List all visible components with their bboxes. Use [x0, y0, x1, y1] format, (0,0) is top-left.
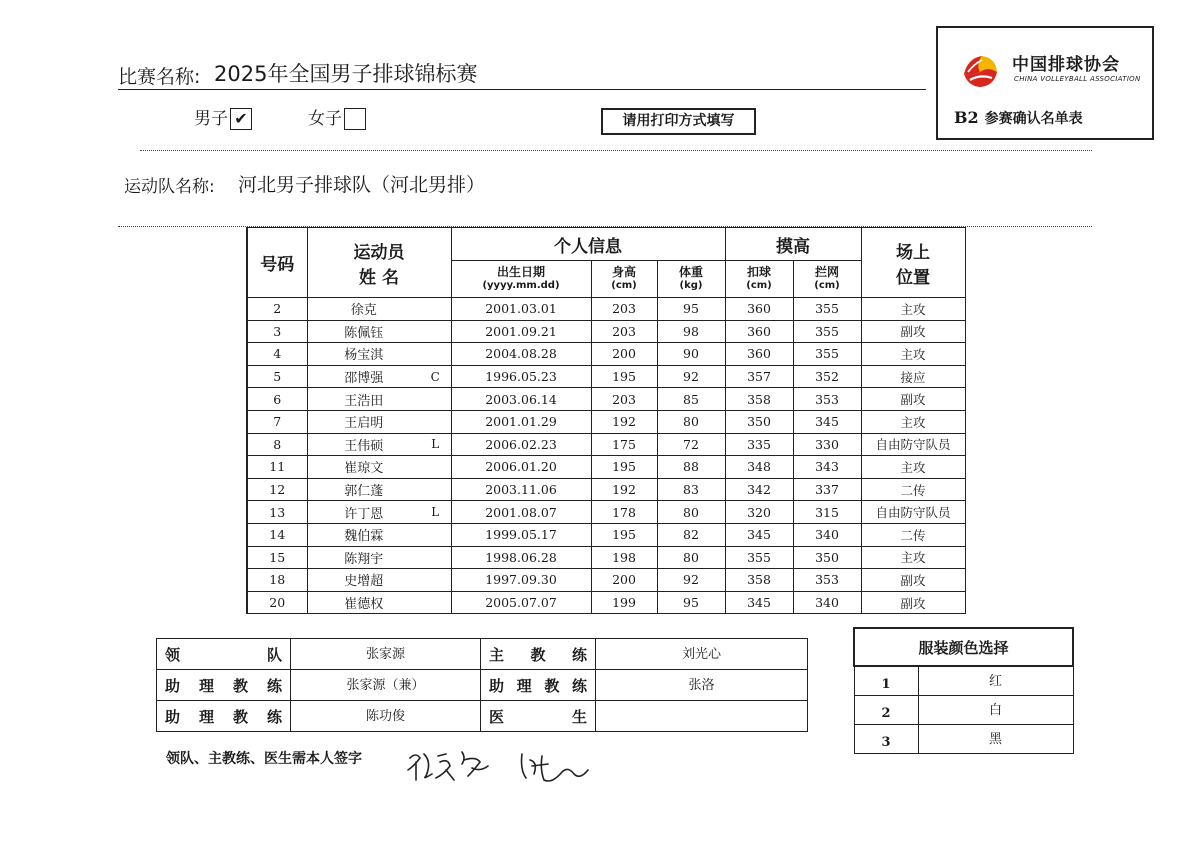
height-cell[interactable]: 192 [591, 410, 657, 433]
header-reach: 摸高 [725, 228, 861, 261]
header-spike-unit: (cm) [746, 280, 772, 291]
team-name[interactable]: 河北男子排球队（河北男排） [238, 174, 486, 196]
roster-row [247, 546, 965, 569]
block-reach-cell[interactable]: 340 [793, 591, 861, 614]
birth-cell[interactable]: 2006.02.23 [451, 433, 591, 456]
weight-cell[interactable]: 80 [657, 546, 725, 569]
number-cell[interactable]: 5 [247, 365, 307, 388]
birth-cell[interactable]: 2005.07.07 [451, 591, 591, 614]
block-reach-cell[interactable]: 337 [793, 478, 861, 501]
number-cell[interactable]: 7 [247, 410, 307, 433]
roster-row [247, 320, 965, 343]
spike-reach-cell[interactable]: 360 [725, 320, 793, 343]
roster-row [247, 388, 965, 411]
role-tag-cell[interactable] [420, 591, 451, 614]
spike-reach-cell[interactable]: 345 [725, 591, 793, 614]
role-tag-cell[interactable] [420, 546, 451, 569]
height-cell[interactable]: 200 [591, 343, 657, 366]
weight-cell[interactable]: 92 [657, 569, 725, 592]
name-cell[interactable]: 杨宝淇 [307, 343, 420, 366]
assistant-coach-label-3: 助理教练 [157, 701, 291, 732]
height-cell[interactable]: 192 [591, 478, 657, 501]
header-height [591, 261, 657, 298]
header-block-label: 拦网 [814, 265, 839, 279]
staff-table [156, 638, 808, 732]
spike-reach-cell[interactable]: 355 [725, 546, 793, 569]
roster-row [247, 410, 965, 433]
name-cell[interactable]: 陈佩钰 [307, 320, 420, 343]
uniform-row [854, 695, 1073, 724]
number-cell[interactable]: 6 [247, 388, 307, 411]
female-checkbox[interactable] [344, 108, 366, 130]
number-cell[interactable]: 15 [247, 546, 307, 569]
assistant-coach-value-1[interactable]: 张家源（兼） [291, 670, 481, 701]
number-cell[interactable]: 14 [247, 523, 307, 546]
name-cell[interactable]: 许丁恩 [307, 501, 420, 524]
spike-reach-cell[interactable]: 335 [725, 433, 793, 456]
uniform-option-color[interactable]: 白 [918, 695, 1073, 724]
spike-reach-cell[interactable]: 358 [725, 388, 793, 411]
name-cell[interactable]: 魏伯霖 [307, 523, 420, 546]
head-coach-value[interactable]: 刘光心 [596, 639, 808, 670]
weight-cell[interactable]: 72 [657, 433, 725, 456]
name-cell[interactable]: 王浩田 [307, 388, 420, 411]
position-cell[interactable]: 二传 [861, 478, 965, 501]
print-notice: 请用打印方式填写 [601, 108, 756, 135]
volleyball-emblem-icon [960, 50, 1000, 90]
role-tag-cell[interactable]: C [420, 365, 451, 388]
roster-row [247, 298, 965, 321]
header-weight [657, 261, 725, 298]
leader-value[interactable]: 张家源 [291, 639, 481, 670]
birth-cell[interactable]: 1997.09.30 [451, 569, 591, 592]
weight-cell[interactable]: 80 [657, 501, 725, 524]
association-name-cn: 中国排球协会 [1012, 55, 1120, 75]
position-cell[interactable]: 自由防守队员 [861, 433, 965, 456]
assistant-coach-value-3[interactable]: 陈功俊 [291, 701, 481, 732]
competition-name[interactable]: 2025年全国男子排球锦标赛 [214, 62, 478, 86]
assistant-coach-value-2[interactable]: 张洛 [596, 670, 808, 701]
roster-row [247, 433, 965, 456]
block-reach-cell[interactable]: 353 [793, 388, 861, 411]
assistant-coach-label-1: 助理教练 [157, 670, 291, 701]
name-cell[interactable]: 陈翔宇 [307, 546, 420, 569]
birth-cell[interactable]: 1999.05.17 [451, 523, 591, 546]
position-cell[interactable]: 副攻 [861, 320, 965, 343]
header-weight-label: 体重 [678, 265, 703, 279]
uniform-body [854, 666, 1073, 753]
role-tag-cell[interactable] [420, 343, 451, 366]
spike-reach-cell[interactable]: 348 [725, 456, 793, 479]
birth-cell[interactable]: 2006.01.20 [451, 456, 591, 479]
roster-row [247, 591, 965, 614]
uniform-row [854, 666, 1073, 695]
spike-reach-cell[interactable]: 345 [725, 523, 793, 546]
spike-reach-cell[interactable]: 360 [725, 298, 793, 321]
number-cell[interactable]: 4 [247, 343, 307, 366]
position-cell[interactable]: 主攻 [861, 410, 965, 433]
block-reach-cell[interactable]: 350 [793, 546, 861, 569]
block-reach-cell[interactable]: 355 [793, 320, 861, 343]
head-coach-label: 主教练 [481, 639, 596, 670]
number-cell[interactable]: 11 [247, 456, 307, 479]
number-cell[interactable]: 2 [247, 298, 307, 321]
roster-row [247, 365, 965, 388]
position-cell[interactable]: 接应 [861, 365, 965, 388]
spike-reach-cell[interactable]: 350 [725, 410, 793, 433]
uniform-option-color[interactable]: 黑 [918, 724, 1073, 753]
name-cell[interactable]: 徐克 [307, 298, 420, 321]
assistant-coach-label-2: 助理教练 [481, 670, 596, 701]
role-tag-cell[interactable] [420, 569, 451, 592]
male-option[interactable] [194, 104, 252, 130]
position-cell[interactable]: 副攻 [861, 591, 965, 614]
birth-cell[interactable]: 2001.09.21 [451, 320, 591, 343]
position-cell[interactable]: 二传 [861, 523, 965, 546]
roster-row [247, 456, 965, 479]
header-birth [451, 261, 591, 298]
form-title [954, 108, 1083, 128]
uniform-option-number[interactable]: 1 [854, 666, 918, 695]
birth-cell[interactable]: 2001.03.01 [451, 298, 591, 321]
height-cell[interactable]: 203 [591, 298, 657, 321]
block-reach-cell[interactable]: 340 [793, 523, 861, 546]
form-title-text: 参赛确认名单表 [984, 111, 1083, 127]
birth-cell[interactable]: 2001.01.29 [451, 410, 591, 433]
header-athlete-line1: 运动员 [353, 242, 405, 263]
spike-reach-cell[interactable]: 320 [725, 501, 793, 524]
number-cell[interactable]: 8 [247, 433, 307, 456]
header-weight-unit: (kg) [679, 280, 703, 291]
name-cell[interactable]: 邵博强 [307, 365, 420, 388]
block-reach-cell[interactable]: 345 [793, 410, 861, 433]
header-position-line1: 场上 [896, 242, 930, 263]
dotted-divider-top [140, 150, 1092, 151]
position-cell[interactable]: 主攻 [861, 298, 965, 321]
name-cell[interactable]: 王启明 [307, 410, 420, 433]
role-tag-cell[interactable] [420, 298, 451, 321]
block-reach-cell[interactable]: 343 [793, 456, 861, 479]
height-cell[interactable]: 198 [591, 546, 657, 569]
header-birth-label: 出生日期 [496, 265, 545, 279]
header-birth-format: (yyyy.mm.dd) [482, 280, 560, 291]
height-cell[interactable]: 199 [591, 591, 657, 614]
header-position [861, 228, 965, 298]
doctor-value[interactable] [596, 701, 808, 732]
height-cell[interactable]: 203 [591, 388, 657, 411]
uniform-color-table [853, 627, 1074, 754]
height-cell[interactable]: 178 [591, 501, 657, 524]
doctor-label: 医生 [481, 701, 596, 732]
height-cell[interactable]: 195 [591, 523, 657, 546]
weight-cell[interactable]: 90 [657, 343, 725, 366]
header-block-unit: (cm) [814, 280, 840, 291]
weight-cell[interactable]: 88 [657, 456, 725, 479]
roster-row [247, 343, 965, 366]
header-height-unit: (cm) [611, 280, 637, 291]
male-checkbox[interactable]: ✔ [230, 108, 252, 130]
weight-cell[interactable]: 95 [657, 298, 725, 321]
uniform-option-color[interactable]: 红 [918, 666, 1073, 695]
name-cell[interactable]: 郭仁蓬 [307, 478, 420, 501]
leader-label: 领队 [157, 639, 291, 670]
name-cell[interactable]: 崔琼文 [307, 456, 420, 479]
birth-cell[interactable]: 2004.08.28 [451, 343, 591, 366]
uniform-option-number[interactable]: 2 [854, 695, 918, 724]
role-tag-cell[interactable] [420, 320, 451, 343]
number-cell[interactable]: 12 [247, 478, 307, 501]
female-option[interactable] [308, 104, 366, 130]
roster-table [246, 227, 966, 614]
block-reach-cell[interactable]: 352 [793, 365, 861, 388]
weight-cell[interactable]: 82 [657, 523, 725, 546]
number-cell[interactable]: 18 [247, 569, 307, 592]
association-name-en: CHINA VOLLEYBALL ASSOCIATION [1014, 75, 1141, 83]
block-reach-cell[interactable]: 315 [793, 501, 861, 524]
role-tag-cell[interactable] [420, 478, 451, 501]
birth-cell[interactable]: 2001.08.07 [451, 501, 591, 524]
header-spike [725, 261, 793, 298]
height-cell[interactable]: 195 [591, 365, 657, 388]
male-label: 男子 [194, 109, 228, 129]
role-tag-cell[interactable] [420, 388, 451, 411]
block-reach-cell[interactable]: 355 [793, 298, 861, 321]
birth-cell[interactable]: 1998.06.28 [451, 546, 591, 569]
role-tag-cell[interactable] [420, 523, 451, 546]
position-cell[interactable]: 主攻 [861, 546, 965, 569]
spike-reach-cell[interactable]: 360 [725, 343, 793, 366]
weight-cell[interactable]: 95 [657, 591, 725, 614]
height-cell[interactable]: 195 [591, 456, 657, 479]
header-number: 号码 [247, 228, 307, 298]
header-block [793, 261, 861, 298]
uniform-row [854, 724, 1073, 753]
number-cell[interactable]: 13 [247, 501, 307, 524]
female-label: 女子 [308, 109, 342, 129]
association-logo-box [936, 26, 1154, 140]
header-athlete-line2: 姓 名 [359, 267, 399, 288]
weight-cell[interactable]: 80 [657, 410, 725, 433]
position-cell[interactable]: 主攻 [861, 343, 965, 366]
weight-cell[interactable]: 85 [657, 388, 725, 411]
position-cell[interactable]: 自由防守队员 [861, 501, 965, 524]
position-cell[interactable]: 副攻 [861, 388, 965, 411]
birth-cell[interactable]: 2003.06.14 [451, 388, 591, 411]
role-tag-cell[interactable] [420, 410, 451, 433]
form-code: B2 [954, 108, 979, 127]
team-label: 运动队名称: [124, 177, 215, 197]
role-tag-cell[interactable]: L [420, 501, 451, 524]
block-reach-cell[interactable]: 353 [793, 569, 861, 592]
header-athlete [307, 228, 451, 298]
name-cell[interactable]: 史增超 [307, 569, 420, 592]
position-cell[interactable]: 主攻 [861, 456, 965, 479]
spike-reach-cell[interactable]: 358 [725, 569, 793, 592]
spike-reach-cell[interactable]: 342 [725, 478, 793, 501]
name-cell[interactable]: 崔德权 [307, 591, 420, 614]
weight-cell[interactable]: 98 [657, 320, 725, 343]
weight-cell[interactable]: 92 [657, 365, 725, 388]
number-cell[interactable]: 3 [247, 320, 307, 343]
signature-note: 领队、主教练、医生需本人签字 [166, 751, 362, 767]
roster-body [247, 298, 965, 614]
roster-row [247, 523, 965, 546]
header-spike-label: 扣球 [746, 265, 771, 279]
birth-cell[interactable]: 2003.11.06 [451, 478, 591, 501]
role-tag-cell[interactable] [420, 456, 451, 479]
block-reach-cell[interactable]: 330 [793, 433, 861, 456]
height-cell[interactable]: 200 [591, 569, 657, 592]
handwritten-signature[interactable] [402, 740, 612, 790]
header-personal-info: 个人信息 [451, 228, 725, 261]
name-cell[interactable]: 王伟硕 [307, 433, 420, 456]
roster-row [247, 569, 965, 592]
number-cell[interactable]: 20 [247, 591, 307, 614]
roster-row [247, 478, 965, 501]
role-tag-cell[interactable]: L [420, 433, 451, 456]
weight-cell[interactable]: 83 [657, 478, 725, 501]
spike-reach-cell[interactable]: 357 [725, 365, 793, 388]
position-cell[interactable]: 副攻 [861, 569, 965, 592]
block-reach-cell[interactable]: 355 [793, 343, 861, 366]
roster-row [247, 501, 965, 524]
height-cell[interactable]: 175 [591, 433, 657, 456]
uniform-title: 服装颜色选择 [854, 628, 1073, 666]
header-position-line2: 位置 [896, 267, 930, 288]
competition-label: 比赛名称: [118, 66, 201, 88]
birth-cell[interactable]: 1996.05.23 [451, 365, 591, 388]
uniform-option-number[interactable]: 3 [854, 724, 918, 753]
height-cell[interactable]: 203 [591, 320, 657, 343]
header-height-label: 身高 [611, 265, 636, 279]
